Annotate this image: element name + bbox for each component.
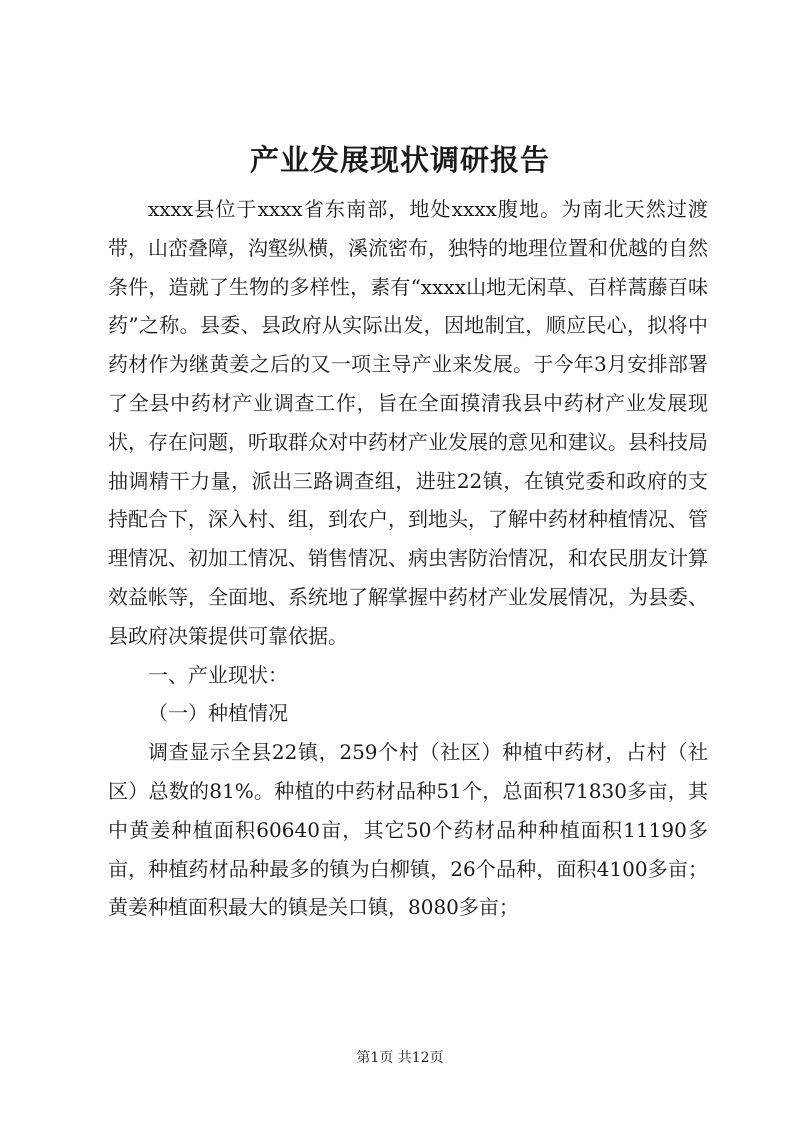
- page-number-footer: 第1页 共12页: [356, 1050, 444, 1066]
- document-body: [108, 190, 708, 927]
- planting-paragraph: 调查显示全县22镇，259个村（社区）种植中药材，占村（社区）总数的81%。种植的中药材品种51个，总面积71830多亩，其中黄姜种植面积60640亩，其它50个药材品种种植面积11190多亩，种植药材品种最多的镇为白柳镇，26个品种，面积4100多亩；黄姜种植面积最大的镇是关口镇，8080多亩；: [108, 740, 708, 920]
- document-title: 产业发展现状调研报告: [249, 143, 550, 177]
- section-heading: 一、产业现状：: [148, 662, 288, 687]
- subsection-heading: （一）种植情况: [148, 701, 288, 726]
- intro-paragraph: xxxx县位于xxxx省东南部，地处xxxx腹地。为南北天然过渡带，山峦叠障，沟壑纵横，溪流密布，独特的地理位置和优越的自然条件，造就了生物的多样性，素有“xxxx山地无闲草、百样蒿藤百味药”之称。县委、县政府从实际出发，因地制宜，顺应民心，拟将中药材作为继黄姜之后的又一项主导产业来发展。于今年3月安排部署了全县中药材产业调查工作，旨在全面摸清我县中药材产业发展现状，存在问题，听取群众对中药材产业发展的意见和建议。县科技局抽调精干力量，派出三路调查组，进驻22镇，在镇党委和政府的支持配合下，深入村、组，到农户，到地头，了解中药材种植情况、管理情况、初加工情况、销售情况、病虫害防治情况，和农民朋友计算效益帐等，全面地、系统地了解掌握中药材产业发展情况，为县委、县政府决策提供可靠依据。: [108, 197, 708, 648]
